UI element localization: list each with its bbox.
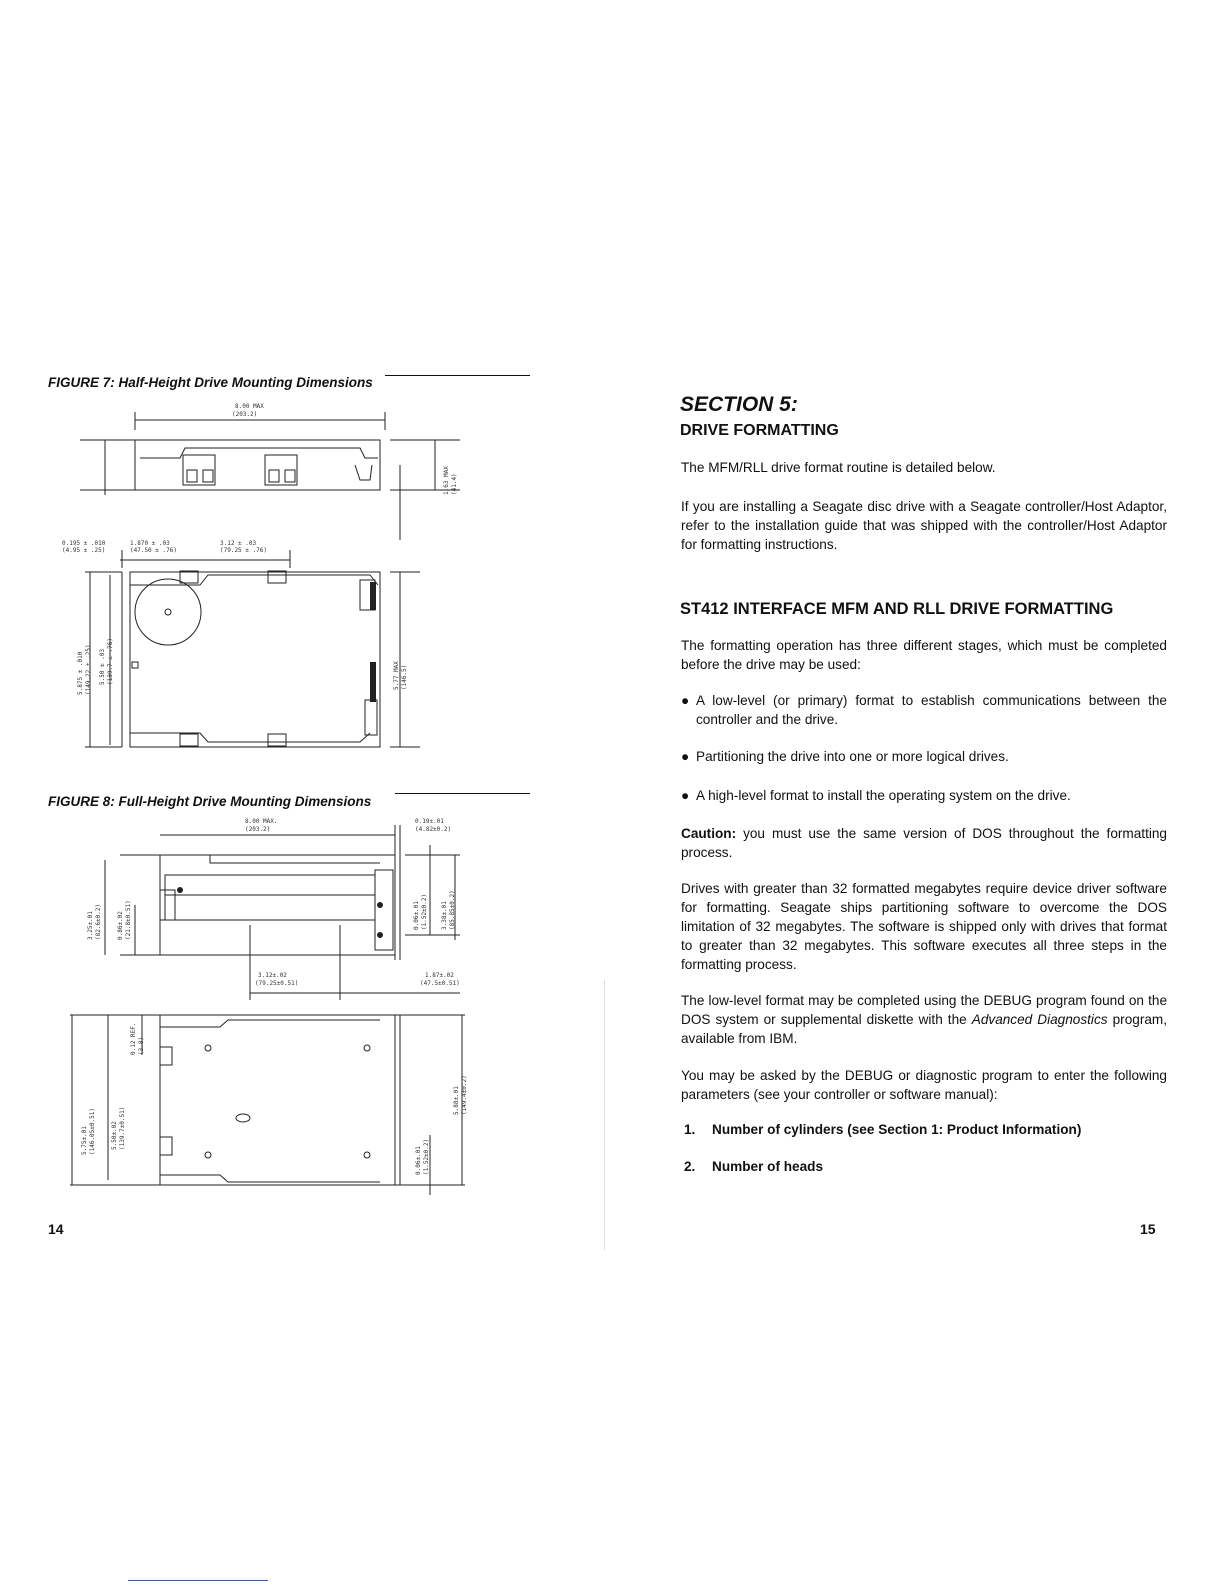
bullet-item: ● Partitioning the drive into one or more logical drives.: [681, 749, 1009, 764]
advanced-diagnostics: Advanced Diagnostics: [971, 1012, 1108, 1027]
drives-32mb-paragraph: Drives with greater than 32 formatted megabytes require device driver software for formatting. Seagate ships partitioning software to overcome the DOS limitation of 32 megabytes. The software is shipped only with drives that format to greater than 32 megabytes. This software executes all three steps in the formatting process.: [681, 881, 1167, 972]
f7-d2-mm: (47.50 ± .76): [130, 547, 177, 554]
f7-side-depth: 5.77 MAX: [393, 661, 400, 690]
figure7-title: FIGURE 7: Half-Height Drive Mounting Dimensions: [48, 375, 373, 390]
list-item: 2. Number of heads: [684, 1159, 824, 1174]
f7-d3-mm: (79.25 ± .76): [220, 547, 267, 554]
f8-lip-top-mm: (1.52±0.2): [421, 893, 428, 930]
f8-side-a: 3.38±.01: [441, 901, 448, 930]
f8-height: 3.25±.01: [87, 911, 94, 940]
f8-d2: 1.87±.02: [425, 972, 454, 979]
section-title: DRIVE FORMATTING: [680, 422, 839, 439]
figure8-rule: [395, 793, 530, 794]
f8-height-mm: (82.6±0.2): [95, 903, 102, 940]
f8-width: 5.75±.01: [81, 1126, 88, 1155]
f8-ref: 0.12 REF.: [130, 1022, 137, 1055]
f8-ref-mm: (3.8): [138, 1036, 145, 1055]
stages-intro: The formatting operation has three different stages, which must be completed before the drive may be used:: [681, 638, 1167, 672]
page-number-left: 14: [48, 1221, 64, 1237]
f7-width-b-mm: (139.7 ± .76): [107, 638, 114, 685]
f8-d1-mm: (79.25±0.51): [255, 980, 299, 987]
intro-text: The MFM/RLL drive format routine is detailed below.: [681, 460, 996, 475]
f7-width-a: 5.875 ± .010: [77, 651, 84, 695]
seagate-note: If you are installing a Seagate disc drive with a Seagate controller/Host Adaptor, refer to the installation guide that was shipped with the controller/Host Adaptor for formatting instructions.: [681, 499, 1167, 552]
page-number-right: 15: [1140, 1221, 1156, 1237]
figure7-drawing: [60, 400, 480, 755]
f7-width-b: 5.50 ± .03: [99, 648, 106, 685]
f8-width-c: 5.88±.01: [453, 1086, 460, 1115]
f8-hole-height: 0.86±.02: [117, 911, 124, 940]
caution-text: you must use the same version of DOS throughout the formatting process.: [681, 826, 1167, 860]
f7-d3: 3.12 ± .03: [220, 540, 257, 547]
f7-side-depth-mm: (146.5): [401, 664, 408, 690]
f8-overall-length: 8.00 MAX.: [245, 818, 278, 825]
f8-overall-length-mm: (203.2): [245, 826, 271, 833]
f8-side-a-mm: (85.85±0.2): [449, 890, 456, 930]
f8-d2-mm: (47.5±0.51): [420, 980, 460, 987]
f7-width-a-mm: (149.22 ± .25): [85, 644, 92, 695]
f8-lip-top: 0.06±.01: [413, 901, 420, 930]
f7-overall-length-mm: (203.2): [232, 411, 258, 418]
f7-height: 1.63 MAX: [443, 466, 450, 495]
figure8-title: FIGURE 8: Full-Height Drive Mounting Dimensions: [48, 794, 372, 809]
list-item: 1. Number of cylinders (see Section 1: Product Information): [684, 1122, 1082, 1137]
f7-d1-mm: (4.95 ± .25): [62, 547, 106, 554]
params-intro: You may be asked by the DEBUG or diagnostic program to enter the following parameters (see your controller or software manual):: [681, 1068, 1167, 1102]
bottom-scan-line: [128, 1580, 268, 1581]
bullet-item: ● A low-level (or primary) format to establish communications between the controller and the drive.: [681, 693, 1167, 727]
figure7-rule: [385, 375, 530, 376]
f7-d2: 1.870 ± .03: [130, 540, 170, 547]
bullet-dot-icon: ●: [681, 693, 690, 708]
f8-d1: 3.12±.02: [258, 972, 287, 979]
f8-lip: 0.06±.01: [415, 1146, 422, 1175]
f8-width-b-mm: (139.7±0.51): [119, 1106, 126, 1150]
figure8-drawing: [60, 815, 480, 1195]
bullet-item: ● A high-level format to install the operating system on the drive.: [681, 788, 1071, 803]
caution-label: Caution:: [681, 826, 737, 841]
f8-end-offset-mm: (4.82±0.2): [415, 826, 452, 833]
bullet-dot-icon: ●: [681, 788, 690, 803]
f8-width-mm: (146.05±0.51): [89, 1108, 96, 1155]
f8-lip-mm: (1.52±0.2): [423, 1138, 430, 1175]
f7-d1: 0.195 ± .010: [62, 540, 106, 547]
lowlevel-paragraph: The low-level format may be completed using the DEBUG program found on the DOS system or supplemental diskette with the Advanced Diagnostics program, available from IBM.: [681, 993, 1168, 1046]
f8-hole-height-mm: (21.8±0.51): [125, 900, 132, 940]
f8-width-b: 5.50±.02: [111, 1121, 118, 1150]
section-label: SECTION 5:: [680, 393, 798, 416]
heading-st412: ST412 INTERFACE MFM AND RLL DRIVE FORMATTING: [680, 600, 1114, 618]
bullet-dot-icon: ●: [681, 749, 690, 764]
caution-paragraph: [681, 824, 1167, 862]
f8-end-offset: 0.19±.01: [415, 818, 444, 825]
f7-overall-length: 8.00 MAX: [235, 403, 264, 410]
gutter-line: [604, 980, 605, 1250]
f8-width-c-mm: (149.4±0.2): [461, 1075, 468, 1115]
f7-height-mm: (41.4): [451, 473, 458, 495]
